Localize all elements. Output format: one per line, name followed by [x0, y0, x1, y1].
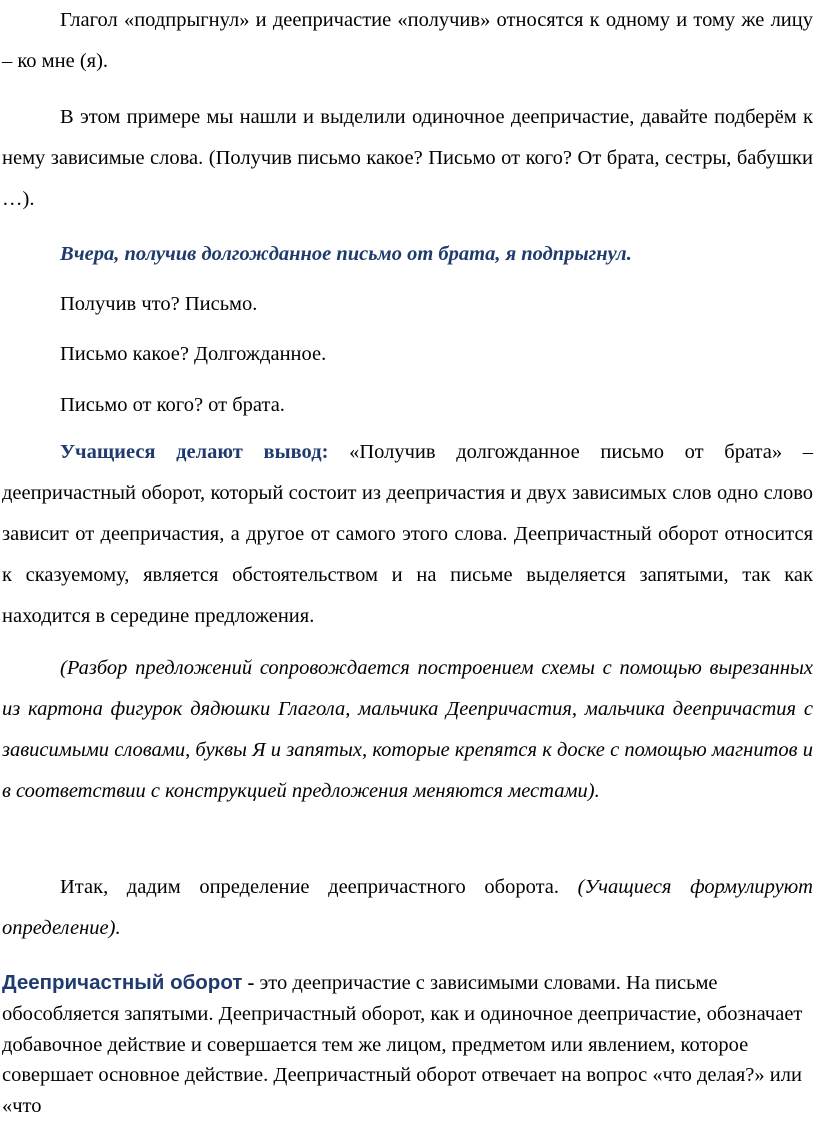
definition-prompt-italic: (Учащиеся формулируют определение).: [2, 876, 813, 939]
paragraph-conclusion: [2, 432, 813, 637]
conclusion-lead: Учащиеся делают вывод:: [60, 441, 329, 463]
paragraph-definition: [2, 968, 813, 1122]
definition-prompt-text: Итак, дадим определение деепричастного оборота.: [60, 876, 578, 898]
paragraph-definition-prompt: [2, 867, 813, 949]
paragraph-single-participle: В этом примере мы нашли и выделили одиночное деепричастие, давайте подберём к нему зависимые слова. (Получив письмо какое? Письмо от кого? От брата, сестры, бабушки …).: [2, 106, 813, 210]
question-what: Получив что? Письмо.: [60, 293, 258, 315]
definition-text: это деепричастие с зависимыми словами. На письме обособляется запятыми. Деепричастный оборот, как и одиночное деепричастие, обозначает добавочное действие и совершается тем же лицом, предметом или явлением, которое совершает основное действие. Деепричастный оборот отвечает на вопрос «что делая?» или «что: [2, 972, 803, 1118]
example-sentence: Вчера, получив долгожданное письмо от брата, я подпрыгнул.: [60, 243, 632, 265]
conclusion-text: «Получив долгожданное письмо от брата» – деепричастный оборот, который состоит из деепричастия и двух зависимых слов одно слово зависит от деепричастия, а другое от самого этого слова. Деепричастный оборот относится к сказуемому, является обстоятельством и на письме выделяется запятыми, так как находится в середине предложения.: [2, 441, 814, 627]
definition-term: Деепричастный оборот: [2, 971, 243, 994]
paragraph-analysis-note: (Разбор предложений сопровождается построением схемы с помощью вырезанных из картона фигурок дядюшки Глагола, мальчика Деепричастия, мальчика деепричастия с зависимыми словами, буквы Я и запятых, которые крепятся к доске с помощью магнитов и в соответствии с конструкцией предложения меняются местами).: [2, 657, 813, 802]
question-which: Письмо какое? Долгожданное.: [60, 343, 327, 365]
paragraph-verb-and-participle: Глагол «подпрыгнул» и деепричастие «получив» относятся к одному и тому же лицу – ко мне (я).: [2, 9, 813, 72]
question-from-whom: Письмо от кого? от брата.: [60, 394, 285, 416]
definition-dash: -: [242, 972, 260, 994]
